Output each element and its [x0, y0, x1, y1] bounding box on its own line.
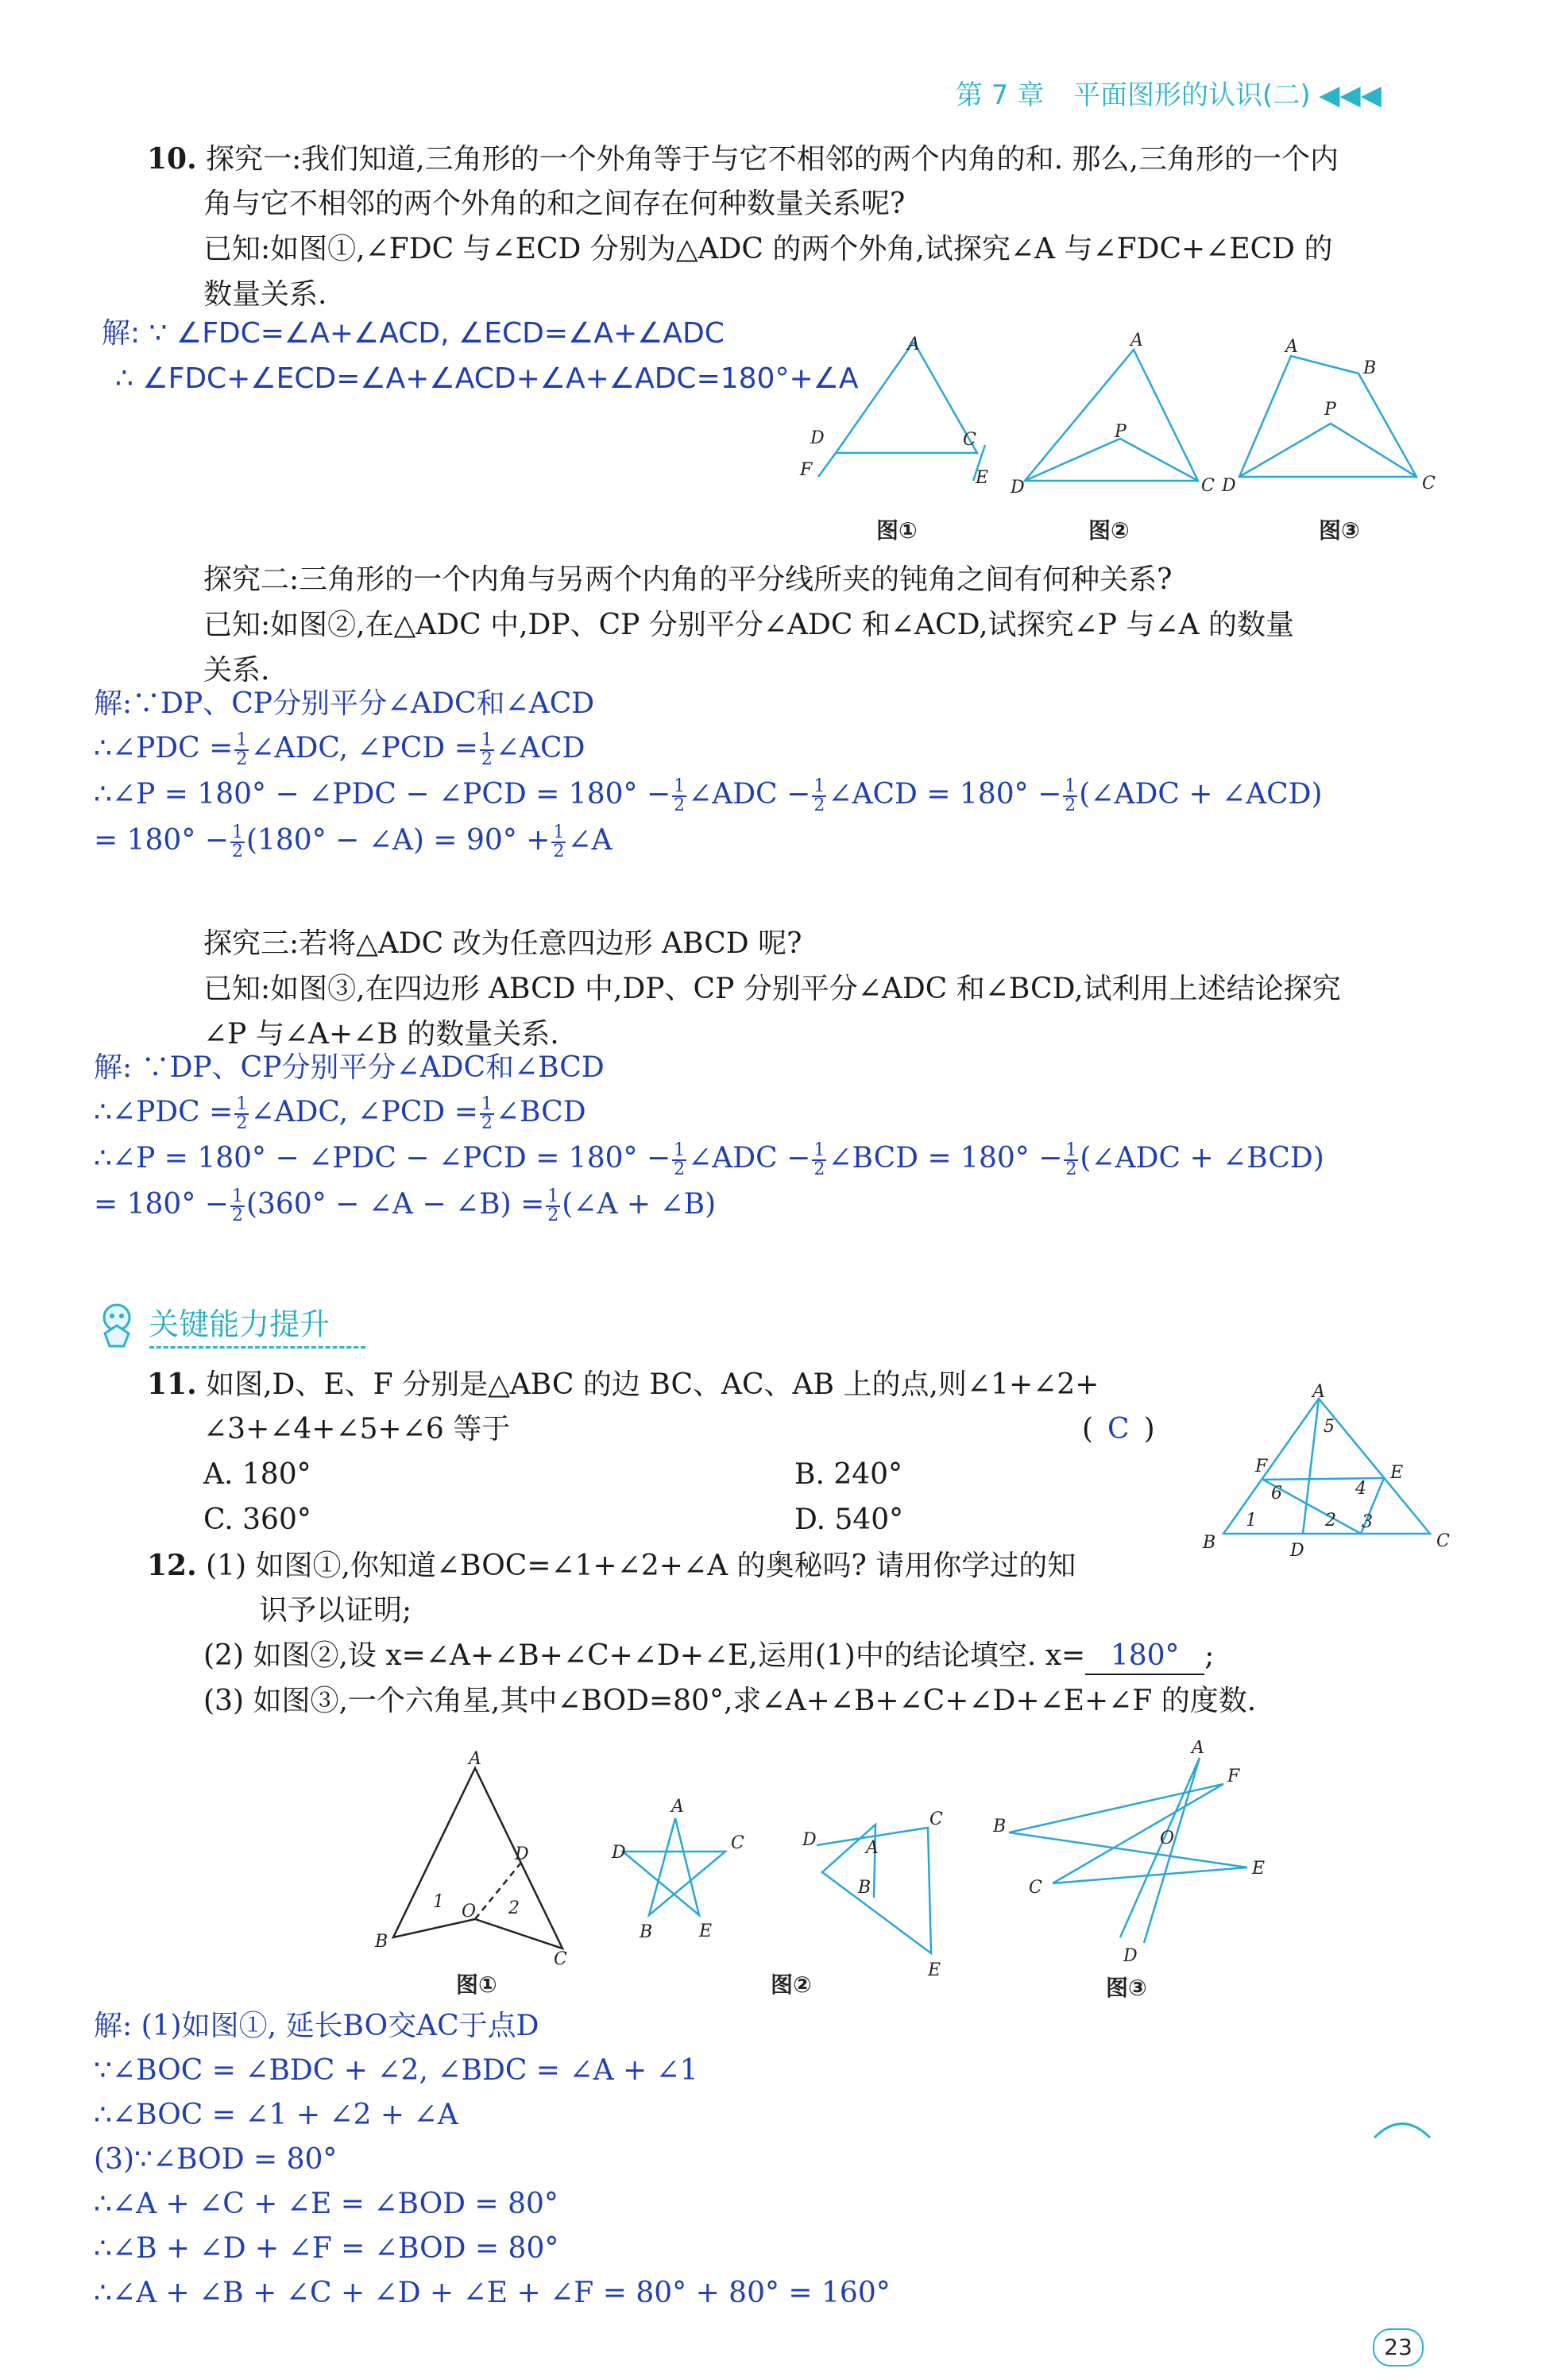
q11-option-d: D. 540°	[794, 1503, 904, 1536]
svg-text:P: P	[1115, 422, 1127, 442]
q11-figure	[1192, 1383, 1454, 1565]
section-title: 关键能力提升	[149, 1306, 330, 1342]
part3-ans1: 解: ∵DP、CP分别平分∠ADC和∠BCD	[94, 1051, 605, 1084]
q10-line2: 角与它不相邻的两个外角的和之间存在何种数量关系呢?	[203, 188, 906, 220]
q11-option-c: C. 360°	[203, 1503, 311, 1536]
svg-text:2: 2	[508, 1898, 520, 1918]
svg-text:B: B	[858, 1878, 871, 1898]
q11-option-a: A. 180°	[203, 1458, 311, 1491]
svg-text:D: D	[1222, 476, 1236, 496]
svg-text:E: E	[1390, 1463, 1404, 1483]
svg-text:A: A	[671, 1797, 684, 1817]
svg-text:3: 3	[1362, 1512, 1373, 1532]
q12-ans-0: 解: (1)如图①, 延长BO交AC于点D	[94, 2010, 539, 2042]
part3-title: 探究三:若将△ADC 改为任意四边形 ABCD 呢?	[203, 927, 802, 960]
svg-text:1: 1	[433, 1892, 444, 1912]
svg-text:6: 6	[1271, 1484, 1282, 1503]
chapter-label: 第 7 章	[956, 79, 1045, 111]
svg-text:A: A	[469, 1749, 481, 1769]
fig3-bisectors	[1239, 424, 1416, 477]
svg-text:4: 4	[1355, 1479, 1366, 1499]
svg-text:1: 1	[1246, 1511, 1257, 1531]
q11-line2: ∠3+∠4+∠5+∠6 等于	[203, 1413, 511, 1445]
part2-given2: 关系.	[203, 654, 270, 687]
svg-text:B: B	[1203, 1533, 1216, 1553]
q12-ans-2: ∴∠BOC = ∠1 + ∠2 + ∠A	[94, 2099, 458, 2131]
q12-fig1-caption: 图①	[456, 1972, 497, 1998]
chapter-arrows-icon: ◀◀◀	[1319, 79, 1382, 111]
part2-given1: 已知:如图②,在△ADC 中,DP、CP 分别平分∠ADC 和∠ACD,试探究∠P 与∠A 的数量	[203, 609, 1295, 641]
header	[956, 73, 1382, 112]
svg-text:C: C	[1201, 476, 1215, 496]
svg-text:5: 5	[1324, 1417, 1335, 1437]
svg-text:D: D	[1011, 478, 1025, 497]
svg-text:E: E	[928, 1960, 941, 1980]
q10-answer-line1: 解: ∵ ∠FDC=∠A+∠ACD, ∠ECD=∠A+∠ADC	[102, 317, 725, 350]
q12-ans-3: (3)∵∠BOD = 80°	[94, 2143, 338, 2176]
part2-ans3: ∴∠P = 180° − ∠PDC − ∠PCD = 180° − $\frac{1}{2}$ ∠ADC − $\frac{1}{2}$ ∠ACD = 180° − $\frac{1}{2}$ (∠ADC + ∠ACD)	[94, 776, 1323, 815]
part2-title: 探究二:三角形的一个内角与另两个内角的平分线所夹的钝角之间有何种关系?	[203, 563, 1173, 596]
svg-text:C: C	[929, 1809, 943, 1829]
q12-fig3-caption: 图③	[1106, 1975, 1147, 2001]
svg-text:2: 2	[1325, 1511, 1336, 1531]
svg-text:D: D	[802, 1830, 817, 1850]
fig2-triangle	[1025, 350, 1198, 481]
svg-text:B: B	[640, 1922, 653, 1942]
q12-part2: (2) 如图②,设 x=∠A+∠B+∠C+∠D+∠E,运用(1)中的结论填空. x= 180° ;	[203, 1639, 1214, 1675]
svg-text:C: C	[1436, 1531, 1450, 1551]
fig2-bisectors	[1025, 439, 1198, 481]
svg-text:A: A	[1130, 331, 1143, 350]
decorative-arc-icon	[1370, 2114, 1434, 2146]
q12-part3: (3) 如图③,一个六角星,其中∠BOD=80°,求∠A+∠B+∠C+∠D+∠E+∠F 的度数.	[203, 1685, 1257, 1717]
svg-text:F: F	[1227, 1767, 1240, 1786]
q12-fig2-caption: 图②	[771, 1972, 812, 1998]
part2-ans1: 解:∵DP、CP分别平分∠ADC和∠ACD	[94, 687, 595, 720]
q12-part2-answer: 180°	[1085, 1639, 1204, 1675]
section-header	[89, 1294, 330, 1349]
svg-text:C: C	[963, 430, 976, 450]
svg-text:C: C	[731, 1833, 744, 1853]
svg-text:B: B	[993, 1817, 1007, 1836]
svg-text:O: O	[1160, 1829, 1175, 1848]
q11-option-b: B. 240°	[794, 1458, 903, 1491]
q10-line1: 10. 探究一:我们知道,三角形的一个外角等于与它不相邻的两个内角的和. 那么,三角形的一个内	[147, 142, 1339, 176]
fig1-dart	[393, 1768, 562, 1949]
q10-fig1-caption: 图①	[876, 517, 918, 544]
svg-text:A: A	[1312, 1383, 1325, 1402]
q12-figures	[357, 1740, 1366, 1995]
part3-ans4: = 180° − $\frac{1}{2}$ (360° − ∠A − ∠B) = $\frac{1}{2}$ (∠A + ∠B)	[94, 1186, 717, 1225]
svg-text:D: D	[612, 1843, 626, 1863]
q11-answer: C	[1107, 1413, 1130, 1445]
svg-text:C: C	[1422, 474, 1436, 493]
svg-text:A: A	[907, 335, 920, 354]
q10-answer-line2: ∴ ∠FDC+∠ECD=∠A+∠ACD+∠A+∠ADC=180°+∠A	[115, 362, 859, 395]
q11-answer-box: ( C )	[1082, 1413, 1155, 1445]
q10-figures	[786, 318, 1446, 501]
q11-line1: 11. 如图,D、E、F 分别是△ABC 的边 BC、AC、AB 上的点,则∠1+∠2+	[147, 1368, 1099, 1401]
fig1-line-df	[818, 453, 836, 477]
svg-text:F: F	[1255, 1457, 1268, 1476]
svg-text:A: A	[1285, 337, 1298, 357]
part2-ans2: ∴∠PDC = $\frac{1}{2}$ ∠ADC, ∠PCD = $\frac{1}{2}$ ∠ACD	[94, 730, 585, 769]
svg-text:A: A	[866, 1838, 879, 1858]
chapter-title: 平面图形的认识(二)	[1073, 79, 1311, 111]
svg-text:C: C	[554, 1949, 567, 1969]
q10-given2: 数量关系.	[203, 278, 327, 311]
part3-ans2: ∴∠PDC = $\frac{1}{2}$ ∠ADC, ∠PCD = $\frac{1}{2}$ ∠BCD	[94, 1094, 586, 1133]
svg-text:D: D	[1290, 1541, 1304, 1561]
q12-line2: 识予以证明;	[259, 1594, 412, 1627]
svg-text:P: P	[1324, 400, 1336, 420]
svg-text:C: C	[1029, 1878, 1042, 1898]
part3-ans3: ∴∠P = 180° − ∠PDC − ∠PCD = 180° − $\frac{1}{2}$ ∠ADC − $\frac{1}{2}$ ∠BCD = 180° − $\frac{1}{2}$ (∠ADC + ∠BCD)	[94, 1140, 1324, 1179]
fig1-triangle	[836, 342, 977, 453]
svg-text:B: B	[375, 1932, 388, 1952]
q10-given1: 已知:如图①,∠FDC 与∠ECD 分别为△ADC 的两个外角,试探究∠A 与∠FDC+∠ECD 的	[203, 233, 1333, 265]
part3-given1: 已知:如图③,在四边形 ABCD 中,DP、CP 分别平分∠ADC 和∠BCD,试利用上述结论探究	[203, 973, 1341, 1005]
q12-ans-4: ∴∠A + ∠C + ∠E = ∠BOD = 80°	[94, 2188, 558, 2220]
svg-text:E: E	[699, 1921, 713, 1941]
q12-ans-6: ∴∠A + ∠B + ∠C + ∠D + ∠E + ∠F = 80° + 80° = 160°	[94, 2277, 891, 2309]
q10-fig2-caption: 图②	[1088, 517, 1130, 544]
mascot-icon	[89, 1294, 145, 1349]
q12-ans-1: ∵∠BOC = ∠BDC + ∠2, ∠BDC = ∠A + ∠1	[94, 2054, 698, 2087]
svg-text:A: A	[1192, 1740, 1204, 1758]
svg-text:O: O	[462, 1902, 477, 1921]
svg-text:D: D	[515, 1844, 529, 1864]
svg-text:D: D	[1123, 1946, 1138, 1966]
q12-ans-5: ∴∠B + ∠D + ∠F = ∠BOD = 80°	[94, 2232, 559, 2265]
part2-ans4: = 180° − $\frac{1}{2}$ (180° − ∠A) = 90° + $\frac{1}{2}$ ∠A	[94, 822, 613, 861]
section-underline	[149, 1346, 365, 1349]
part3-given2: ∠P 与∠A+∠B 的数量关系.	[203, 1018, 559, 1051]
page-number: 23	[1373, 2328, 1424, 2366]
q12-line1: 12. (1) 如图①,你知道∠BOC=∠1+∠2+∠A 的奥秘吗? 请用你学过的知	[147, 1549, 1076, 1582]
svg-text:E: E	[976, 468, 989, 488]
svg-text:B: B	[1363, 358, 1377, 378]
svg-text:D: D	[810, 428, 825, 448]
svg-text:E: E	[1252, 1859, 1266, 1879]
fig2-star	[623, 1818, 725, 1915]
q10-fig3-caption: 图③	[1319, 517, 1360, 544]
svg-text:F: F	[800, 460, 813, 480]
